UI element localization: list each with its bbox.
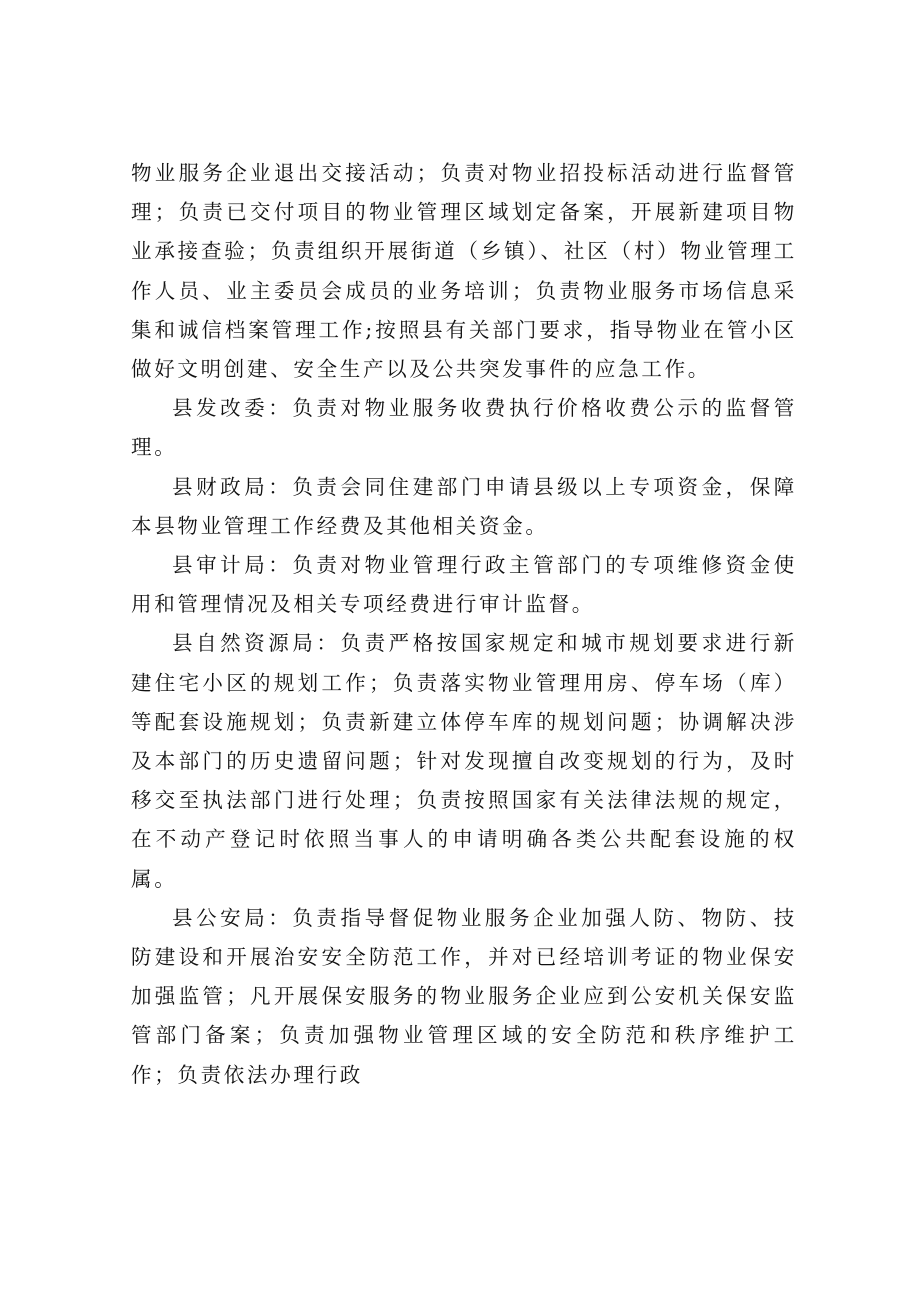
paragraph-natural-resources-bureau: 县自然资源局：负责严格按国家规定和城市规划要求进行新建住宅小区的规划工作；负责落实物业管理用房、停车场（库）等配套设施规划；负责新建立体停车库的规划问题；协调解决涉及本部门的历史遗留问题；针对发现擅自改变规划的行为，及时移交至执法部门进行处理；负责按照国家有关法律法规的规定，在不动产登记时依照当事人的申请明确各类公共配套设施的权属。 [131, 631, 797, 891]
paragraph-property-handover: 物业服务企业退出交接活动；负责对物业招投标活动进行监督管理；负责已交付项目的物业管理区域划定备案，开展新建项目物业承接查验；负责组织开展街道（乡镇）、社区（村）物业管理工作人员、业主委员会成员的业务培训；负责物业服务市场信息采集和诚信档案管理工作;按照县有关部门要求，指导物业在管小区做好文明创建、安全生产以及公共突发事件的应急工作。 [131, 161, 797, 382]
paragraph-audit-bureau: 县审计局：负责对物业管理行政主管部门的专项维修资金使用和管理情况及相关专项经费进行审计监督。 [131, 553, 797, 617]
document-body [131, 154, 797, 1095]
paragraph-public-security-bureau: 县公安局：负责指导督促物业服务企业加强人防、物防、技防建设和开展治安安全防范工作，并对已经培训考证的物业保安加强监管；凡开展保安服务的物业服务企业应到公安机关保安监管部门备案；负责加强物业管理区域的安全防范和秩序维护工作；负责依法办理行政 [131, 905, 797, 1087]
paragraph-finance-bureau: 县财政局：负责会同住建部门申请县级以上专项资金，保障本县物业管理工作经费及其他相关资金。 [131, 474, 797, 538]
paragraph-development-reform: 县发改委：负责对物业服务收费执行价格收费公示的监督管理。 [131, 396, 797, 460]
